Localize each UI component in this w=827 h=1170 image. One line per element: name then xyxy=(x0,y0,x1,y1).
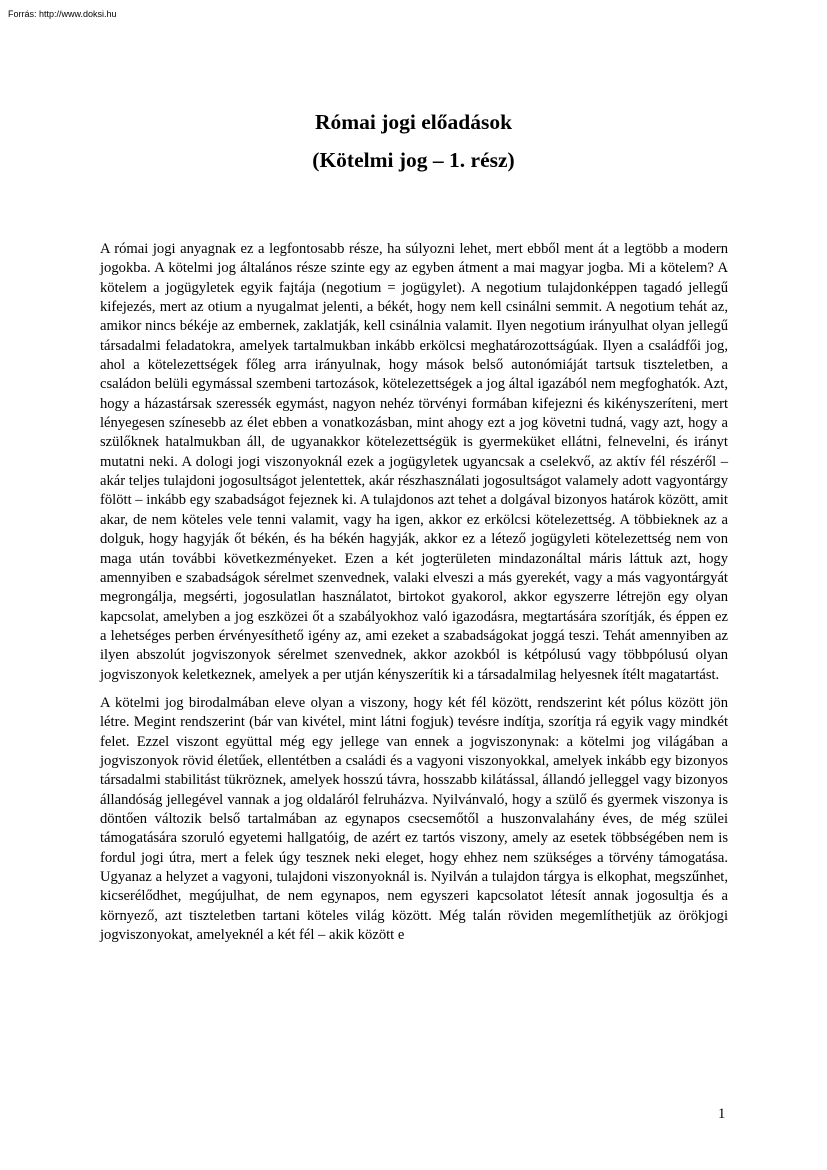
paragraph-1: A római jogi anyagnak ez a legfontosabb része, ha súlyozni lehet, mert ebből ment át a legtöbb a modern jogokba. A kötelmi jog általános része szinte egy az egyben átment a mai magyar jogba. Mi a kötelem? A kötelem a jogügyletek egyik fajtája (negotium = jogügylet). A negotium tulajdonképpen tagadó jellegű kifejezés, mert az otium a nyugalmat jelenti, a békét, hogy nem kell csinálni semmit. A negotium tehát az, amikor nincs békéje az embernek, zaklatják, kell csinálnia valamit. Ilyen negotium irányulhat olyan jellegű társadalmi feladatokra, amelyek tartalmukban inkább erkölcsi meghatározottságúak. Ilyen a családfői jog, ahol a kötelezettségek főleg arra irányulnak, hogy mások belső autonómiáját tartsuk tiszteletben, a családon belüli egymással szembeni tartozások, kötelezettségek a jog által igazából nem megfoghatók. Azt, hogy a házastársak szeressék egymást, nagyon nehéz törvényi formában kifejezni és kikényszeríteni, mert lényegesen színesebb az élet ebben a vonatkozásban, mint ahogy ezt a jog követni tudná, vagy azt, hogy a szülőknek hatalmukban áll, de ugyanakkor kötelezettségük is gyermeküket ellátni, felnevelni, és irányt mutatni neki. A dologi jogi viszonyoknál ezek a jogügyletek ugyancsak a cselekvő, az aktív fél részéről – akár teljes tulajdoni jogosultságot jelentettek, akár részhasználati jogosultságot valamely adott vagyontárgy fölött – inkább egy szabadságot fejeznek ki. A tulajdonos azt tehet a dolgával bizonyos határok között, amit akar, de nem köteles vele tenni valamit, vagy ha igen, akkor ez erkölcsi kötelezettség. A többieknek az a dolguk, hogy hagyják őt békén, és ha békén hagyják, akkor ez a létező jogügyleti kötelezettség nem von maga után további következményeket. Ezen a két jogterületen mindazonáltal máris láttuk azt, hogy amennyiben e szabadságok sérelmet szenvednek, valaki elveszi a más gyerekét, vagy a más vagyontárgyát megrongálja, megsérti, jogosulatlan használatot, birtokot gyakorol, akkor egyszerre létrejön egy olyan kapcsolat, amelyben a jog eszközei őt a szabályokhoz való igazodásra, megtartására szorítják, és éppen ez a lehetséges perben érvényesíthető igény az, ami ezeket a szabadságokat joggá teszi. Tehát amennyiben az ilyen abszolút jogviszonyok sérelmet szenvednek, akkor azokból is kétpólusú vagy többpólusú olyan jogviszonyok keletkeznek, amelyek a per utján kényszerítik ki a társadalmilag helyesnek ítélt magatartást. xyxy=(100,241,728,683)
document-subtitle: (Kötelmi jog – 1. rész) xyxy=(312,148,515,172)
document-body xyxy=(100,240,728,1040)
page-number: 1 xyxy=(718,1106,726,1122)
source-note: Forrás: http://www.doksi.hu xyxy=(8,9,117,19)
paragraph-2: A kötelmi jog birodalmában eleve olyan a viszony, hogy két fél között, rendszerint két pólus között jön létre. Megint rendszerint (bár van kivétel, mint látni fogjuk) tevésre indítja, szorítja rá egyik vagy mindkét felet. Ezzel viszont együttal még egy jellege van ennek a jogviszonynak: a kötelmi jog világában a jogviszonyok rövid életűek, ellentétben a családi és a vagyoni viszonyokkal, amelyek inkább egy bizonyos társadalmi stabilitást tükröznek, amelyek hosszú távra, hosszabb kilátással, állandó jelleggel vagy bizonyos állandóság jellegével vannak a jog oldaláról felruházva. Nyilvánvaló, hogy a szülő és gyermek viszonya is döntően változik belső tartalmában az egynapos csecsemőtől a huszonvalahány éves, de még szülei támogatására szoruló egyetemi hallgatóig, de azért ez tartós viszony, amely az esetek többségében nem is fordul jogi útra, mert a felek úgy tesznek neki eleget, hogy ehhez nem szükséges a törvény támogatása. Ugyanaz a helyzet a vagyoni, tulajdoni viszonyoknál is. Nyilván a tulajdon tárgya is elkophat, megszűnhet, kicserélődhet, megújulhat, de nem egynapos, nem egyszeri kapcsolatot létesít annak jogosultja és a környező, azt tiszteletben tartani köteles világ között. Még talán röviden megemlíthetjük az örökjogi jogviszonyokat, amelyeknél a két fél – akik között e xyxy=(100,694,728,944)
document-title: Római jogi előadások xyxy=(314,110,513,134)
